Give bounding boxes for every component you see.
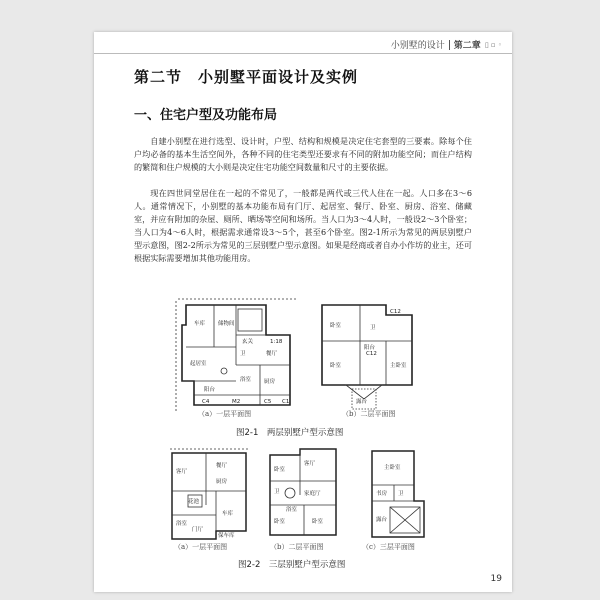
fig1b-label-balcony: 阳台 <box>364 345 376 351</box>
fig1a-label-balcony: 阳台 <box>204 387 216 393</box>
fig1a-label-living: 起居室 <box>190 361 207 367</box>
fig1b-label-bedroom-2: 卧室 <box>330 363 342 369</box>
header-chapter: 第二章 <box>453 41 481 51</box>
fig1b-label-bedroom-1: 卧室 <box>330 323 342 329</box>
fig2a-label-garage: 车库 <box>222 511 234 517</box>
fig2b-label-bath: 浴室 <box>286 507 298 513</box>
header-marks: ▯ ▫ ◦ <box>484 40 502 49</box>
fig1a-label-c5: C5 <box>264 399 272 405</box>
fig2a-label-garage-2: 保车库 <box>218 533 235 539</box>
fig1a-label-c4: C4 <box>202 399 210 405</box>
fig2a-label-planter: 花池 <box>188 499 200 505</box>
fig1a-label-m2: M2 <box>232 399 241 405</box>
page-number: 19 <box>490 574 502 584</box>
fig1a-label-garage: 车库 <box>194 321 206 327</box>
figure-2-2-subcaption-b: （b）二层平面图 <box>270 543 324 551</box>
fig1b-label-master: 主卧室 <box>390 363 407 369</box>
fig2b-label-living: 客厅 <box>304 461 316 467</box>
fig2b-label-bedroom-3: 卧室 <box>312 519 324 525</box>
figure-2-2-plan-a <box>166 445 254 543</box>
fig1a-label-bath: 浴室 <box>240 377 252 383</box>
fig2c-label-wc: 卫 <box>398 491 404 497</box>
fig2c-label-master: 主卧室 <box>384 465 401 471</box>
fig2b-label-wc: 卫 <box>274 489 280 495</box>
figure-2-2-plan-b <box>260 445 346 543</box>
fig1a-label-dining: 餐厅 <box>266 351 278 357</box>
fig2b-label-bedroom-2: 卧室 <box>274 519 286 525</box>
figure-2-1-plan-a <box>174 295 304 417</box>
figure-2-1-plan-b <box>316 299 420 417</box>
figure-2-2-plan-c <box>356 445 436 543</box>
fig2a-label-hall: 门厅 <box>192 527 204 533</box>
figure-2-1-subcaption-a: （a）一层平面图 <box>198 410 252 418</box>
figure-2-2-subcaption-a: （a）一层平面图 <box>174 543 228 551</box>
fig2a-label-kitchen: 厨房 <box>216 479 228 485</box>
fig1b-label-terrace: 露台 <box>356 399 368 405</box>
fig2c-label-study: 书房 <box>376 491 388 497</box>
fig1b-label-wc: 卫 <box>370 325 376 331</box>
fig2c-label-terrace: 露台 <box>376 517 388 523</box>
running-header <box>391 38 502 51</box>
fig1b-label-c12-top: C12 <box>390 309 401 315</box>
fig2b-label-family: 家庭厅 <box>304 491 321 497</box>
fig1a-label-foyer: 玄关 <box>242 339 254 345</box>
fig1b-label-c12-mid: C12 <box>366 351 377 357</box>
fig2a-label-bath: 浴室 <box>176 521 188 527</box>
fig2a-label-dining: 餐厅 <box>216 463 228 469</box>
figure-2-1-caption: 图2-1 两层别墅户型示意图 <box>236 428 344 438</box>
fig2b-label-bedroom-1: 卧室 <box>274 467 286 473</box>
header-separator <box>449 40 450 50</box>
book-page <box>94 32 512 592</box>
header-rule <box>94 53 512 54</box>
fig1a-label-wc: 卫 <box>240 351 246 357</box>
paragraph-2: 现在四世同堂居住在一起的不常见了，一般都是两代或三代人住在一起。人口多在3～6人。通常情况下，小别墅的基本功能布局有门厅、起居室、餐厅、卧室、厨房、浴室、储藏室，并应有附加的杂屋、厕所、晒场等空间和场所。当人口为3～4人时，一般设2～3个卧室；当人口为4～6人时，根据需求通常设3～5个，甚至6个卧室。图2-1所示为常见的两层别墅户型示意图，图2-2所示为常见的三层别墅户型示意图。如果是经商或者自办小作坊的业主，还可根据实际需要增加其他功能用房。 <box>134 188 472 263</box>
figure-2-1-subcaption-b: （b）二层平面图 <box>342 410 396 418</box>
fig1a-label-storage: 储物间 <box>218 321 235 327</box>
fig1a-label-c1: C1 <box>282 399 290 405</box>
fig1a-label-scale: 1:18 <box>270 339 283 345</box>
section-title: 第二节 小别墅平面设计及实例 <box>134 68 359 86</box>
fig2a-label-living: 客厅 <box>176 469 188 475</box>
paragraph-1: 自建小别墅在进行选型、设计时，户型、结构和规模是决定住宅套型的三要素。除每个住户均必备的基本生活空间外，各种不同的住宅类型还要求有不同的附加功能空间；而住户结构的繁简和住户规模的大小则是决定住宅功能空间数量和尺寸的主要依据。 <box>134 136 472 172</box>
figure-2-2-caption: 图2-2 三层别墅户型示意图 <box>238 560 346 570</box>
fig1a-label-kitchen: 厨房 <box>264 379 276 385</box>
header-book-title: 小别墅的设计 <box>390 41 445 51</box>
figure-2-2-subcaption-c: （c）三层平面图 <box>362 543 415 551</box>
subsection-title: 一、住宅户型及功能布局 <box>134 108 278 123</box>
